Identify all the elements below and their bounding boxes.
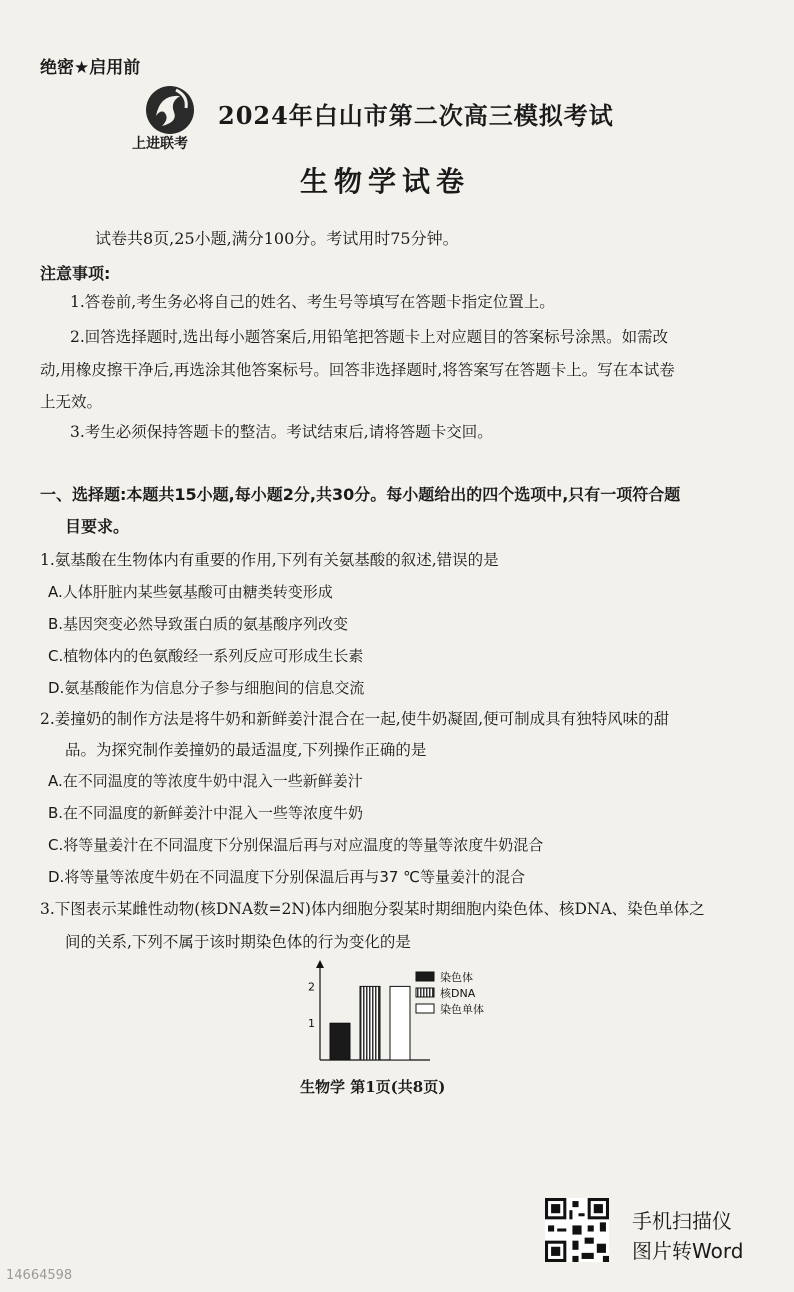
page-footer: 生物学 第1页(共8页) — [300, 1078, 446, 1096]
chromosome-dna-chart — [300, 958, 510, 1068]
question-1-option-b: B.基因突变必然导致蛋白质的氨基酸序列改变 — [48, 615, 349, 633]
question-2-option-c: C.将等量姜汁在不同温度下分别保温后再与对应温度的等量等浓度牛奶混合 — [48, 836, 544, 854]
scanner-app-subtext: 图片转Word — [632, 1239, 744, 1263]
notice-item-1: 1.答卷前,考生务必将自己的姓名、考生号等填写在答题卡指定位置上。 — [70, 293, 555, 311]
qr-code-icon — [545, 1198, 609, 1262]
legend-swatch-nuclear-dna — [416, 988, 434, 997]
legend-label-nuclear-dna: 核DNA — [440, 987, 476, 1000]
notice-item-3: 3.考生必须保持答题卡的整洁。考试结束后,请将答题卡交回。 — [70, 423, 493, 441]
exam-info: 试卷共8页,25小题,满分100分。考试用时75分钟。 — [95, 229, 459, 248]
y-axis-arrow — [316, 960, 324, 968]
document-id: 14664598 — [6, 1268, 73, 1283]
logo-text: 上进联考 — [132, 136, 188, 152]
paper-title: 生物学试卷 — [300, 165, 471, 198]
question-3-stem: 3.下图表示某雌性动物(核DNA数=2N)体内细胞分裂某时期细胞内染色体、核DNA、染色单体之 — [40, 900, 705, 918]
y-tick-1: 1 — [308, 1017, 315, 1031]
section-heading: 一、选择题:本题共15小题,每小题2分,共30分。每小题给出的四个选项中,只有一项符合题 — [40, 485, 681, 504]
legend-label-chromatid: 染色单体 — [440, 1003, 484, 1016]
question-1-stem: 1.氨基酸在生物体内有重要的作用,下列有关氨基酸的叙述,错误的是 — [40, 551, 499, 569]
question-2-option-a: A.在不同温度的等浓度牛奶中混入一些新鲜姜汁 — [48, 772, 363, 790]
y-tick-2: 2 — [308, 980, 315, 994]
question-1-option-a: A.人体肝脏内某些氨基酸可由糖类转变形成 — [48, 583, 333, 601]
question-3-stem-cont: 间的关系,下列不属于该时期染色体的行为变化的是 — [65, 933, 411, 951]
notice-item-2-cont: 动,用橡皮擦干净后,再选涂其他答案标号。回答非选择题时,将答案写在答题卡上。写在本试卷 — [40, 361, 675, 379]
notice-item-2-end: 上无效。 — [40, 393, 103, 411]
scanner-app-text: 手机扫描仪 — [632, 1209, 732, 1233]
question-2-option-d: D.将等量等浓度牛奶在不同温度下分别保温后再与37 ℃等量姜汁的混合 — [48, 868, 526, 886]
bar-chromosome — [330, 1023, 350, 1060]
bar-nuclear-dna — [360, 986, 380, 1060]
section-heading-cont: 目要求。 — [65, 517, 130, 536]
question-2-stem-cont: 品。为探究制作姜撞奶的最适温度,下列操作正确的是 — [65, 741, 427, 759]
confidential-label: 绝密★启用前 — [40, 58, 141, 78]
legend-swatch-chromosome — [416, 972, 434, 981]
notice-heading: 注意事项: — [40, 264, 111, 283]
exam-title: 2024年白山市第二次高三模拟考试 — [218, 101, 614, 130]
bar-chromatid — [390, 986, 410, 1060]
legend-label-chromosome: 染色体 — [440, 971, 473, 984]
question-2-stem: 2.姜撞奶的制作方法是将牛奶和新鲜姜汁混合在一起,使牛奶凝固,便可制成具有独特风味的甜 — [40, 710, 670, 728]
legend-swatch-chromatid — [416, 1004, 434, 1013]
question-1-option-c: C.植物体内的色氨酸经一系列反应可形成生长素 — [48, 647, 364, 665]
question-2-option-b: B.在不同温度的新鲜姜汁中混入一些等浓度牛奶 — [48, 804, 364, 822]
notice-item-2: 2.回答选择题时,选出每小题答案后,用铅笔把答题卡上对应题目的答案标号涂黑。如需改 — [70, 328, 669, 346]
question-1-option-d: D.氨基酸能作为信息分子参与细胞间的信息交流 — [48, 679, 365, 697]
